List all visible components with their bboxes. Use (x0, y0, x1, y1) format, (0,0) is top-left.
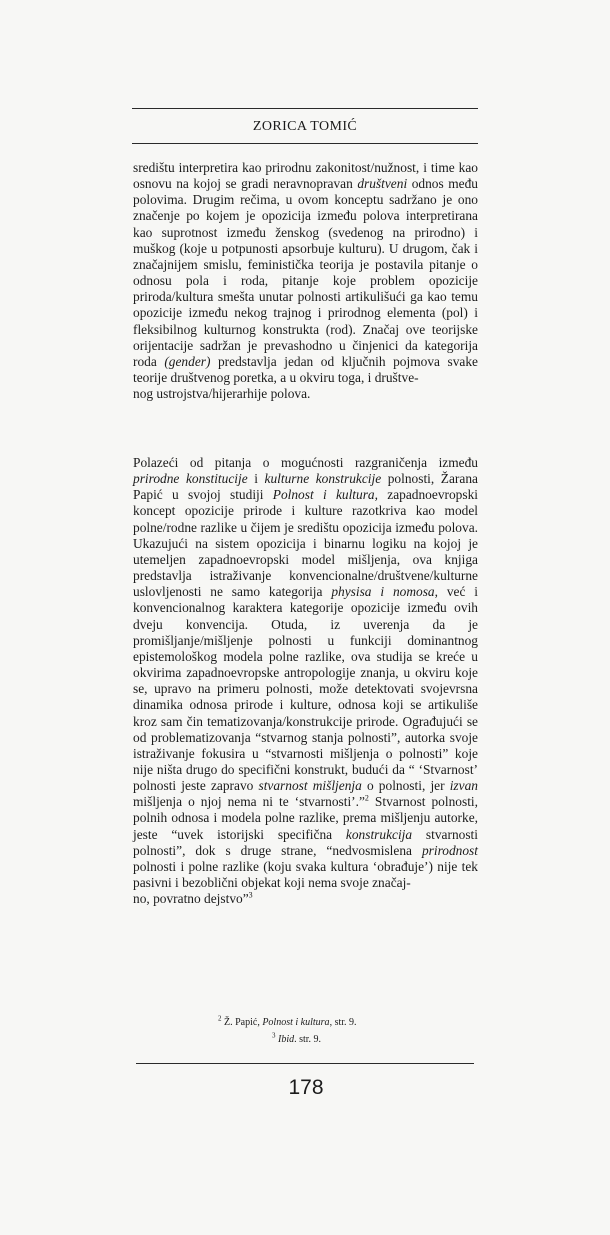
footnote-text: , str. 9. (329, 1017, 357, 1028)
italic-term: stvarnost mišljenja (258, 778, 362, 794)
footnote-mark: 2 (218, 1014, 222, 1023)
italic-term: (gender) (164, 353, 211, 369)
text-segment: stvarnosti polnosti”, dok s druge strane, “nedvosmislena (133, 826, 478, 858)
italic-term: kulturne konstrukcije (264, 471, 382, 487)
text-segment: mišljenja o njoj nema ni te ‘stvarnosti’.” (133, 794, 365, 810)
text-segment: polnosti i polne razlike (koju svaka kultura ‘obrađuje’) nije tek pasivni i bezoblični objekat koji nema svoje značaj- (133, 858, 478, 891)
footnote-3 (272, 1033, 492, 1046)
paragraph-last-line: nog ustrojstva/hijerarhije polova. (133, 386, 311, 402)
page-number: 178 (288, 1076, 324, 1099)
text-segment: predstavlja jedan od ključnih pojmova svake teorije društvenog poretka, a u okviru toga, i društve- (133, 353, 478, 386)
header-underline-rule (132, 143, 478, 144)
italic-term: prirodnost (421, 842, 478, 858)
footnote-title: Ibid (278, 1034, 295, 1045)
text-segment: o polnosti, jer (361, 778, 450, 794)
italic-term: društveni (357, 176, 408, 192)
italic-term: prirodne konstitucije (133, 471, 248, 487)
italic-term: izvan (449, 778, 478, 794)
text-segment: Polazeći od pitanja o mogućnosti razgraničenja između (133, 455, 478, 470)
text-segment: polnosti, Žarana Papić u svojoj studiji (133, 471, 478, 503)
text-segment: zapadnoevropski koncept opozicije prirode i kulture razotkriva kao model polne/rodne razlike u čijem je središtu opozicija između polova. Ukazujući na sistem opozicija i binarnu logiku na kojoj je utemeljen zapadnoevropski model mišljenja, ova knjiga predstavlja istraživanje konvencionalne/društvene/kulturne uslovljenosti ne samo kategorija (133, 487, 478, 600)
text-segment: , već i konvencionalnog karaktera kategorije opozicije između ovih dveju konvencija. Otuda, iz uverenja da je promišljanje/mišljenje polnosti u funkciji dominantnog epistemološkog modela polne razlike, ova studija se kreće u okvirima zapadnoevropske antropologije znanja, u okviru koje se, upravo na primeru polnosti, može detektovati svojevrsna dinamika odnosa prirode i kulture, odnosa koji se artikuliše kroz sam čin tematizovanja/konstrukcije prirode. Ograđujući se od problematizovanja “stvarnog stanja polnosti”, autorka svoje istraživanje fokusira u “stvarnosti mišljenja o polnosti” koje nije ništa drugo do specifični konstrukt, budući da “ ‘Stvarnost’ polnosti jeste zapravo (133, 584, 478, 794)
italic-term: konstrukcija (345, 826, 413, 842)
last-line-text: no, povratno dejstvo” (133, 891, 249, 907)
paragraph-last-line (133, 891, 478, 907)
body-paragraph-2 (133, 455, 478, 907)
text-segment: i (247, 471, 265, 487)
book-title: Polnost i kultura, (272, 487, 378, 503)
footnote-mark: 3 (272, 1031, 276, 1040)
text-segment: Stvarnost polnosti, polnih odnosa i modela polne razlike, prema mišljenju autorke, jeste “uvek istorijski specifična (133, 794, 478, 842)
footnote-2 (218, 1016, 438, 1029)
italic-term: physisa i nomosa (331, 584, 435, 600)
footnote-ref-2: 2 (364, 793, 369, 803)
footnote-text: . str. 9. (294, 1034, 322, 1045)
text-segment: odnos među polovima. Drugim rečima, u ovom konceptu sadržano je ono značenje po kojem je opozicija između polova interpretirana kao suprotnost između ženskog (svedenog na prirodno) i muškog (koje u potpunosti apsorbuje kulturu). U drugom, čak i značajnijem smislu, feministička teorija je postavila pitanje o odnosu pola i roda, pitanje koje problem opozicije priroda/kultura smešta unutar polnosti artikulišući ga kao temu opozicije između nekog trajnog i prirodnog elementa (pol) i fleksibilnog kulturnog konstrukta (rod). Značaj ove teorijske orijentacije sadržan je prevashodno u činjenici da kategorija roda (133, 176, 478, 369)
top-rule (132, 108, 478, 109)
footnote-ref-3: 3 (248, 890, 253, 900)
body-paragraph-1 (133, 160, 478, 402)
footer-rule (136, 1063, 474, 1064)
text-segment: središtu interpretira kao prirodnu zakonitost/nužnost, i time kao osnovu na kojoj se gradi neravnopravan (133, 160, 478, 192)
footnote-text: Ž. Papić, (221, 1017, 263, 1028)
running-head: ZORICA TOMIĆ (252, 119, 358, 134)
footnote-title: Polnost i kultura (262, 1017, 330, 1028)
